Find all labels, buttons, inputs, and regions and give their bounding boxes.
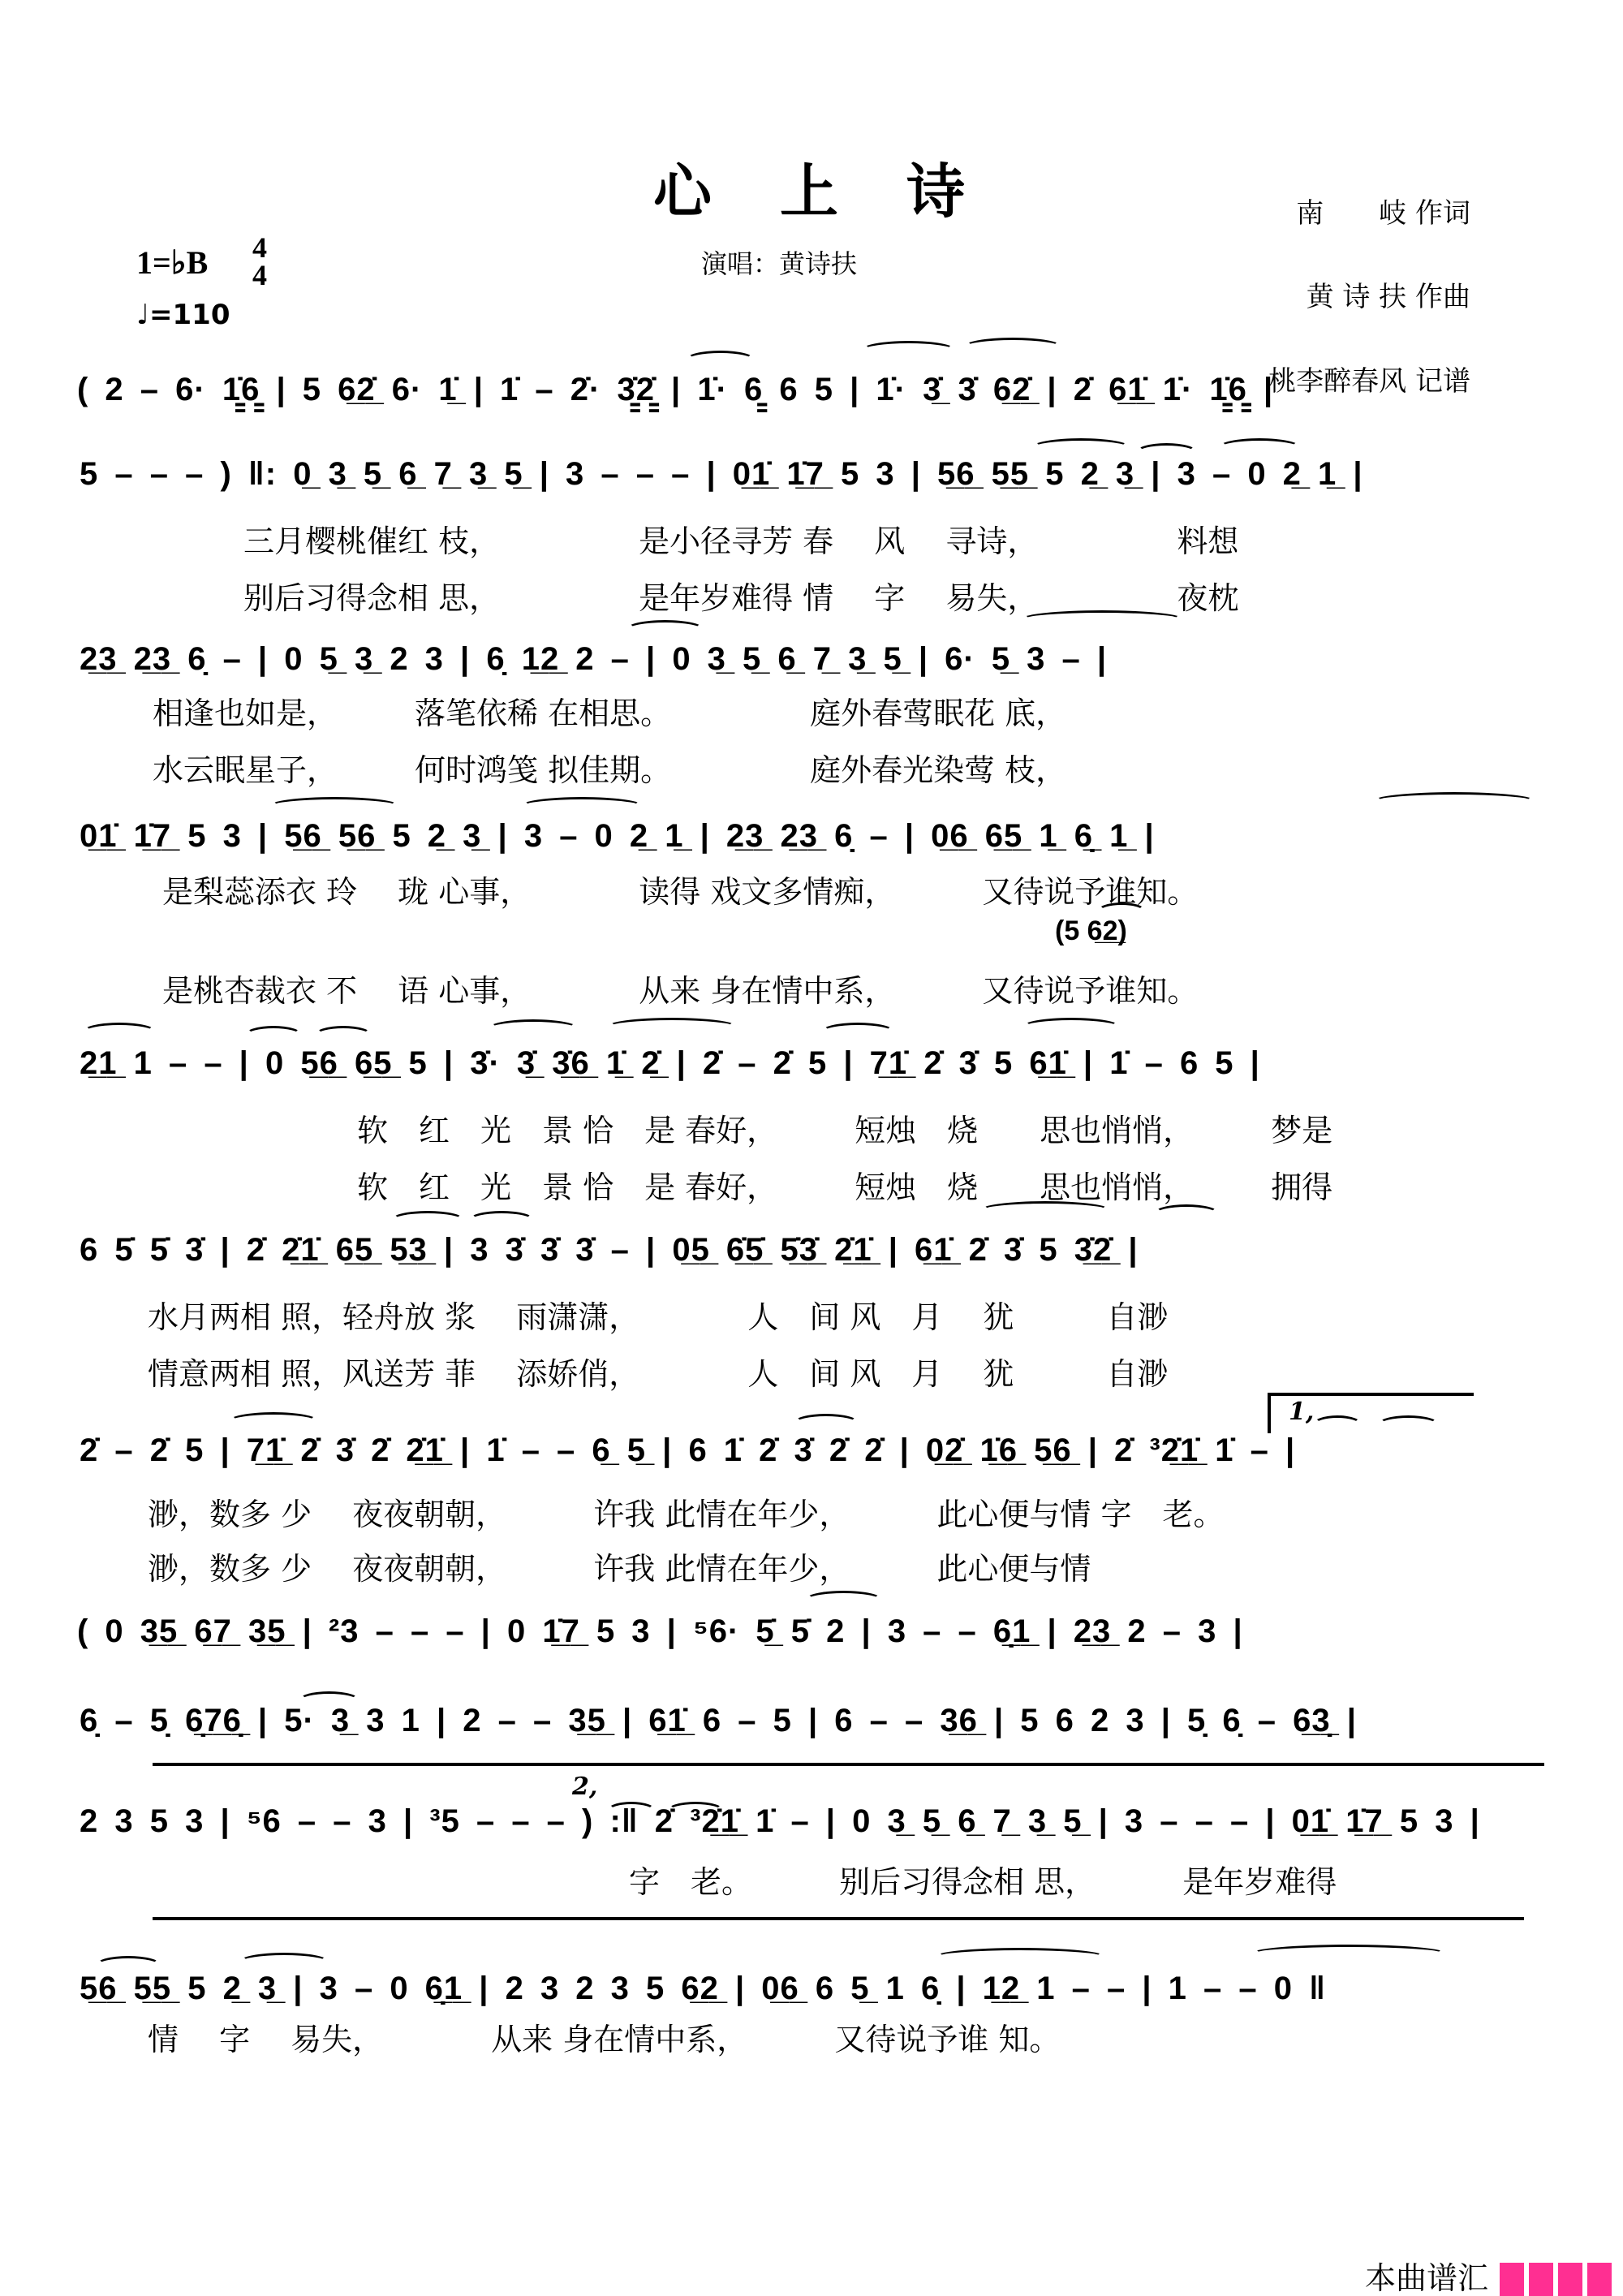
performer-credit: 演唱：黄诗扶 — [700, 248, 858, 279]
slur-arc — [980, 1201, 1110, 1219]
slur-arc — [521, 797, 643, 815]
lyrics-verse2-line2: 水云眠星子， 何时鸿笺 拟佳期。 庭外春光染莺 枝， — [153, 752, 1067, 788]
slur-arc — [686, 351, 755, 368]
slur-arc — [964, 338, 1061, 355]
time-signature-top: 4 — [252, 231, 267, 264]
slur-arc — [1136, 443, 1197, 461]
lyrics-verse2-line3: 是桃杏裁衣 不 语 心事， 从来 身在情中系， 又待说予谁知。 — [162, 973, 1199, 1009]
music-line-9: 6̣ – 5̣ 6̣̲7̲6̣̲ | 5· 3̲ 3 1 | 2 – – 3̲5̲ | 6̲1̲̇ 6 – 5 | 6 – – 3̲6̲ | 5 6 2 3 | 5̣ 6̣ – 6̲3̣̲ | — [80, 1703, 1357, 1738]
credits-block — [1268, 193, 1470, 403]
slur-arc — [862, 341, 955, 359]
second-ending-bracket-line — [153, 1763, 1544, 1766]
slur-arc — [821, 1023, 894, 1040]
music-line-7: 2̇ – 2̇ 5 | 7̲1̲̇ 2̇ 3̇ 2̇ 2̲̇1̲̇ | 1̇ – – 6̲ 5̲ | 6 1̇ 2̇ 3̇ 2̇ 2̇ | 0̲2̲̇ 1̲̇6̲ 5̲6̲ | 2̇ ³2̲̇1̲̇ 1̇ – | — [80, 1432, 1296, 1468]
first-ending-label: 1, — [1289, 1398, 1315, 1426]
slur-arc — [1154, 1204, 1219, 1222]
slur-arc — [489, 1019, 578, 1037]
slur-arc — [239, 1953, 329, 1971]
lyrics-coda-line1: 字 老。 别后习得念相 思， 是年岁难得 — [629, 1864, 1337, 1900]
slur-arc — [315, 1026, 372, 1044]
lyrics-verse2-line6: 渺，数多 少 夜夜朝朝， 许我 此情在年少， 此心便与情 — [148, 1551, 1091, 1587]
watermark-text: 本曲谱汇 — [1365, 2262, 1489, 2296]
music-line-11: 5̲6̲ 5̲5̲ 5 2̲ 3̲ | 3 – 0 6̣̲1̲ | 2 3 2 3 5 6̲2̲ | 0̲6̲ 6 5̲ 1 6̣ | 1̲2̲ 1 – – | 1 – – 0 ‖ — [80, 1971, 1326, 2006]
slur-arc — [607, 1802, 656, 1820]
music-line-3: 2̲3̲ 2̲3̲ 6̣ – | 0 5̲ 3̲ 2 3 | 6̣ 1̲2̲ 2 – | 0 3̲ 5̲ 6̲ 7̲ 3̲ 5̲ | 6· 5̲ 3 – | — [80, 641, 1108, 677]
slur-arc — [805, 1591, 882, 1609]
lyrics-verse1-line6: 渺，数多 少 夜夜朝朝， 许我 此情在年少， 此心便与情 字 老。 — [148, 1497, 1225, 1532]
watermark-pink-fragment — [1558, 2263, 1582, 2296]
music-line-1: ( 2 – 6· 1̳̇6̳ | 5 6̲2̲̇ 6· 1̲̇ | 1̇ – 2̇· 3̳̇2̳̇ | 1̇· 6̳ 6 5 | 1̇· 3̲̇ 3̇ 6̲2̲̇ | 2̇ 6̲1̲̇ 1̇· 1̳̇6̳ | — [77, 372, 1274, 407]
cross-system-tie-line — [153, 1917, 1524, 1920]
music-line-2: 5 – – – ) ‖: 0̲ 3̲ 5̲ 6̲ 7̲ 3̲ 5̲ | 3 – – – | 0̲1̲̇ 1̲̇7̲ 5 3 | 5̲6̲ 5̲5̲ 5 2̲ 3̲ | 3 – 0 2̲ 1̲ | — [80, 456, 1363, 492]
time-signature — [243, 231, 276, 292]
slur-arc — [667, 1802, 724, 1820]
slur-arc — [794, 1414, 859, 1432]
music-line-4: 0̲1̲̇ 1̲̇7̲ 5 3 | 5̲6̲ 5̲6̲ 5 2̲ 3̲ | 3 – 0 2̲ 1̲ | 2̲3̲ 2̲3̲ 6̣ – | 0̲6̲ 6̲5̲ 1̲ 6̣̲ 1̲ | — [80, 818, 1155, 854]
tie-arc — [1373, 792, 1535, 810]
tie-arc — [1251, 1945, 1446, 1962]
slur-arc — [299, 1691, 359, 1709]
watermark-pink-fragment — [1587, 2263, 1612, 2296]
slur-arc — [1022, 1018, 1120, 1036]
song-title: 心 上 诗 — [652, 157, 971, 226]
slur-arc — [1219, 438, 1300, 456]
tempo-marking: ♩=110 — [136, 299, 230, 331]
tie-arc — [935, 1948, 1105, 1966]
interlude-notes: (5 6̲2̲) — [1055, 915, 1127, 946]
lyrics-verse2-line5: 情意两相 照，风送芳 菲 添娇俏， 人 间 风 月 犹 自渺 — [148, 1356, 1169, 1392]
slur-arc — [1097, 902, 1146, 920]
lyrics-verse2-line4: 软 红 光 景 恰 是 春好， 短烛 烧 思也悄悄， 拥得 — [357, 1170, 1333, 1205]
music-line-6: 6 5̇ 5̇ 3̇ | 2̇ 2̲̇1̲̇ 6̲5̲ 5̲3̲ | 3 3̇ 3̇ 3̇ – | 0̲5̲ 6̲̇5̲̇ 5̲̇3̲̇ 2̲̇1̲̇ | 6̲1̲̇ 2̇ 3̇ 5 3̲̇2̲̇ | — [80, 1232, 1139, 1268]
lyrics-verse1-line3: 是梨蕊添衣 玲 珑 心事， 读得 戏文多情痴， 又待说予谁知。 — [162, 874, 1199, 910]
lyrics-verse1-line2: 相逢也如是， 落笔依稀 在相思。 庭外春莺眠花 底， — [153, 696, 1067, 731]
lyrics-verse1-line4: 软 红 光 景 恰 是 春好， 短烛 烧 思也悄悄， 梦是 — [357, 1113, 1333, 1148]
key-signature: 1=♭B — [136, 244, 209, 281]
slur-arc — [245, 1026, 302, 1044]
transcriber-credit: 桃李醉春风 记谱 — [1268, 364, 1470, 398]
composer-credit: 黄 诗 扶 作曲 — [1306, 281, 1470, 314]
slur-arc — [626, 620, 704, 638]
slur-arc — [1021, 610, 1183, 628]
slur-arc — [391, 1211, 464, 1229]
music-line-8: ( 0 3̲5̲ 6̲7̲ 3̲5̲ | ²3 – – – | 0 1̲̇7̲ 5 3 | ⁵6· 5̲̇ 5̇ 2 | 3 – – 6̣̲1̲ | 2̲3̲ 2 – 3 | — [77, 1613, 1243, 1649]
slur-arc — [269, 797, 399, 815]
slur-arc — [96, 1956, 161, 1974]
slur-arc — [607, 1018, 737, 1036]
slur-arc — [1032, 438, 1130, 456]
second-ending-label: 2, — [572, 1773, 598, 1801]
music-line-10: 2 3 5 3 | ⁵6 – – 3 | ³5 – – – ) :‖ 2̇ ³2̲̇1̲̇ 1̇ – | 0 3̲ 5̲ 6̲ 7̲ 3̲ 5̲ | 3 – – – | 0̲1̲̇ 1̲̇7̲ 5 3 | — [80, 1803, 1480, 1839]
lyricist-credit: 南 岐 作词 — [1296, 197, 1470, 230]
watermark-pink-fragment — [1529, 2263, 1553, 2296]
lyrics-verse1-line5: 水月两相 照，轻舟放 浆 雨潇潇， 人 间 风 月 犹 自渺 — [148, 1299, 1169, 1335]
lyrics-verse1-line1: 三月樱桃催红 枝， 是小径寻芳 春 风 寻诗， 料想 — [243, 523, 1239, 559]
tie-arc — [83, 1023, 156, 1040]
lyrics-verse2-line1: 别后习得念相 思， 是年岁难得 情 字 易失， 夜枕 — [243, 580, 1239, 616]
slur-arc — [229, 1412, 318, 1430]
slur-arc — [1378, 1415, 1439, 1433]
slur-arc — [469, 1211, 534, 1229]
slur-arc — [1313, 1415, 1362, 1433]
lyrics-coda-line2: 情 字 易失， 从来 身在情中系， 又待说予谁 知。 — [148, 2022, 1061, 2057]
music-line-5: 2̲1̲ 1 – – | 0 5̲6̲ 6̲5̲ 5 | 3̇· 3̲̇ 3̲̇6̲ 1̲̇ 2̲̇ | 2̇ – 2̇ 5 | 7̲1̲̇ 2̇ 3̇ 5 6̲1̲̇ | 1̇ – 6 5 | — [80, 1045, 1260, 1081]
watermark-pink-fragment — [1500, 2263, 1524, 2296]
time-signature-bottom: 4 — [252, 259, 267, 292]
